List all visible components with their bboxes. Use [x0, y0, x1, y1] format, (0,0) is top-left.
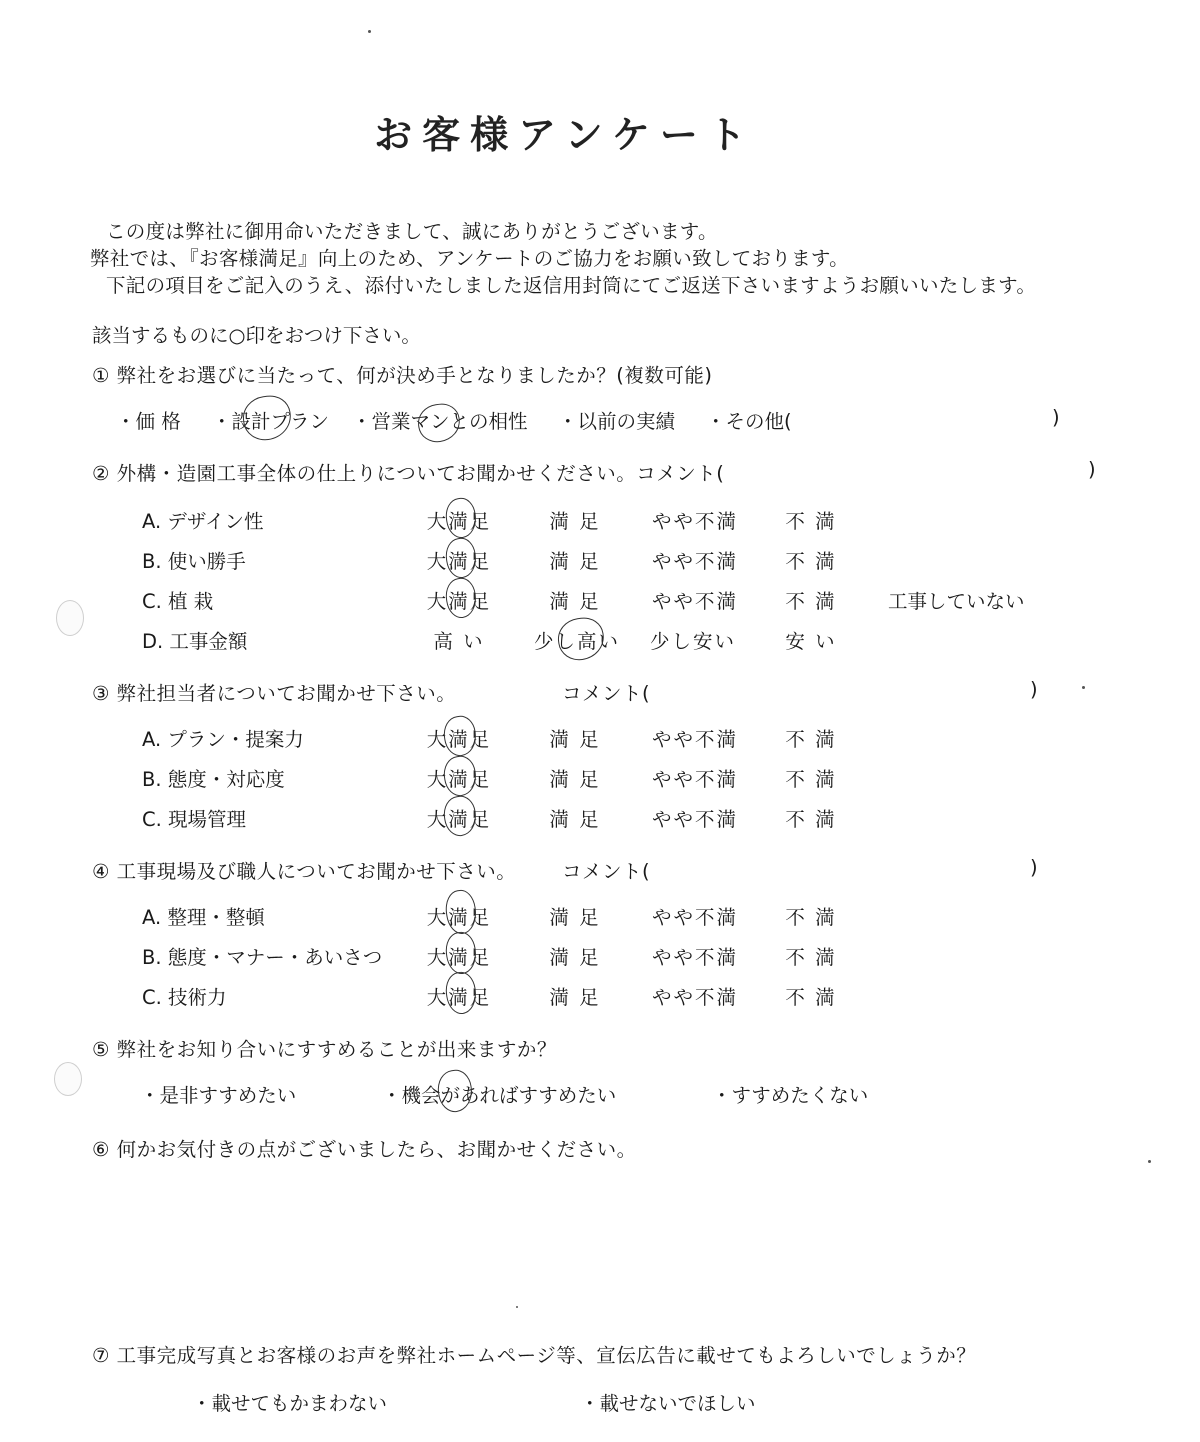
q1-option-price[interactable]: ・価 格: [116, 410, 181, 433]
q4-row-a-answer-2[interactable]: 満 足: [549, 906, 601, 929]
q2-row-d-answer-2[interactable]: 少し高い: [533, 630, 620, 653]
q2-row-b-label: B. 使い勝手: [142, 550, 246, 573]
q2-row-d-label: D. 工事金額: [142, 630, 248, 653]
q3-row-b-answer-4[interactable]: 不 満: [785, 768, 837, 791]
scan-speck: [516, 1306, 518, 1308]
q3-row-c-answer-4[interactable]: 不 満: [785, 808, 837, 831]
intro-line-1: この度は弊社に御用命いただきまして、誠にありがとうございます。: [106, 220, 718, 243]
q3-row-c-label: C. 現場管理: [142, 808, 247, 831]
q5-question: ⑤ 弊社をお知り合いにすすめることが出来ますか？: [92, 1038, 557, 1061]
q4-comment-label: コメント(: [562, 860, 651, 883]
instruction: 該当するものに○印をおつけ下さい。: [92, 324, 421, 347]
q4-row-a-answer-1[interactable]: 大満足: [426, 906, 492, 929]
q7-option-disallow[interactable]: ・載せないでほしい: [580, 1392, 756, 1415]
q4-row-b-answer-4[interactable]: 不 満: [785, 946, 837, 969]
q2-row-a-label: A. デザイン性: [142, 510, 264, 533]
q3-row-a-answer-4[interactable]: 不 満: [785, 728, 837, 751]
q3-row-b-answer-3[interactable]: やや不満: [651, 768, 738, 791]
q2-row-b-answer-1[interactable]: 大満足: [426, 550, 492, 573]
q2-row-c-label: C. 植 栽: [142, 590, 214, 613]
q2-row-a-answer-1[interactable]: 大満足: [426, 510, 492, 533]
q4-row-b-answer-2[interactable]: 満 足: [549, 946, 601, 969]
q4-row-a-answer-3[interactable]: やや不満: [651, 906, 738, 929]
intro-line-3: 下記の項目をご記入のうえ、添付いたしました返信用封筒にてご返送下さいますようお願いいたします。: [106, 274, 1037, 297]
q4-row-c-answer-1[interactable]: 大満足: [426, 986, 492, 1009]
q1-handwritten-circle-plan: [240, 393, 294, 443]
q2-row-a-answer-3[interactable]: やや不満: [651, 510, 738, 533]
q2-row-c-answer-4[interactable]: 不 満: [785, 590, 837, 613]
q5-option-not-recommend[interactable]: ・すすめたくない: [712, 1084, 869, 1107]
survey-title: お客様アンケート: [374, 113, 756, 157]
q4-row-c-answer-2[interactable]: 満 足: [549, 986, 601, 1009]
q4-row-b-label: B. 態度・マナー・あいさつ: [142, 946, 383, 969]
q7-option-allow[interactable]: ・載せてもかまわない: [192, 1392, 388, 1415]
q4-row-b-answer-3[interactable]: やや不満: [651, 946, 738, 969]
punch-hole-mark: [54, 1062, 82, 1096]
q3-row-c-answer-2[interactable]: 満 足: [549, 808, 601, 831]
q4-row-c-answer-4[interactable]: 不 満: [785, 986, 837, 1009]
punch-hole-mark: [56, 600, 84, 636]
q2-row-d-answer-3[interactable]: 少し安い: [649, 630, 736, 653]
q1-option-other[interactable]: ・その他(: [706, 410, 792, 433]
q2-row-c-answer-2[interactable]: 満 足: [549, 590, 601, 613]
scan-speck: [1148, 1160, 1151, 1163]
q2-row-a-answer-4[interactable]: 不 満: [785, 510, 837, 533]
q3-question: ③ 弊社担当者についてお聞かせ下さい。: [92, 682, 457, 705]
q3-comment-label: コメント(: [562, 682, 651, 705]
q4-question: ④ 工事現場及び職人についてお聞かせ下さい。: [92, 860, 517, 883]
q2-row-c-answer-1[interactable]: 大満足: [426, 590, 492, 613]
q1-option-design-plan[interactable]: ・設計プラン: [212, 410, 330, 433]
q3-row-a-label: A. プラン・提案力: [142, 728, 304, 751]
q7-question: ⑦ 工事完成写真とお客様のお声を弊社ホームページ等、宣伝広告に載せてもよろしいでしょうか？: [92, 1344, 977, 1367]
q4-row-c-label: C. 技術力: [142, 986, 227, 1009]
q3-row-a-answer-1[interactable]: 大満足: [426, 728, 492, 751]
q5-option-definitely[interactable]: ・是非すすめたい: [140, 1084, 297, 1107]
q3-comment-close: ): [1030, 678, 1039, 701]
q2-row-c-answer-3[interactable]: やや不満: [651, 590, 738, 613]
q3-row-a-answer-3[interactable]: やや不満: [651, 728, 738, 751]
q3-row-a-answer-2[interactable]: 満 足: [549, 728, 601, 751]
q2-row-b-answer-2[interactable]: 満 足: [549, 550, 601, 573]
q2-row-b-answer-3[interactable]: やや不満: [651, 550, 738, 573]
q4-comment-close: ): [1030, 856, 1039, 879]
q1-option-sales-compat[interactable]: ・営業マンとの相性: [352, 410, 528, 433]
q4-row-b-answer-1[interactable]: 大満足: [426, 946, 492, 969]
q2-question: ② 外構・造園工事全体の仕上りについてお聞かせください。コメント(: [92, 462, 725, 485]
q3-row-c-answer-1[interactable]: 大満足: [426, 808, 492, 831]
q2-row-d-handwritten-circle: [555, 615, 606, 663]
q4-row-a-label: A. 整理・整頓: [142, 906, 265, 929]
q3-row-b-answer-1[interactable]: 大満足: [426, 768, 492, 791]
q1-option-other-close: ): [1052, 406, 1060, 429]
q6-question: ⑥ 何かお気付きの点がございましたら、お聞かせください。: [92, 1138, 637, 1161]
q1-question: ① 弊社をお選びに当たって、何が決め手となりましたか？(複数可能): [92, 364, 713, 387]
q1-option-past-record[interactable]: ・以前の実績: [558, 410, 676, 433]
q2-row-a-answer-2[interactable]: 満 足: [549, 510, 601, 533]
intro-line-2: 弊社では、『お客様満足』向上のため、アンケートのご協力をお願い致しております。: [90, 247, 849, 270]
q2-row-c-answer-5[interactable]: 工事していない: [888, 590, 1025, 613]
q4-row-c-answer-3[interactable]: やや不満: [651, 986, 738, 1009]
q3-row-b-answer-2[interactable]: 満 足: [549, 768, 601, 791]
q2-row-b-answer-4[interactable]: 不 満: [785, 550, 837, 573]
q5-option-if-chance[interactable]: ・機会があればすすめたい: [382, 1084, 617, 1107]
q3-row-c-answer-3[interactable]: やや不満: [651, 808, 738, 831]
q3-row-b-label: B. 態度・対応度: [142, 768, 285, 791]
q2-comment-close: ): [1088, 458, 1097, 481]
q2-row-d-answer-4[interactable]: 安 い: [785, 630, 837, 653]
scan-speck: [368, 30, 371, 33]
q4-row-a-answer-4[interactable]: 不 満: [785, 906, 837, 929]
q2-row-d-answer-1[interactable]: 高 い: [433, 630, 485, 653]
scan-speck: [1082, 686, 1085, 689]
